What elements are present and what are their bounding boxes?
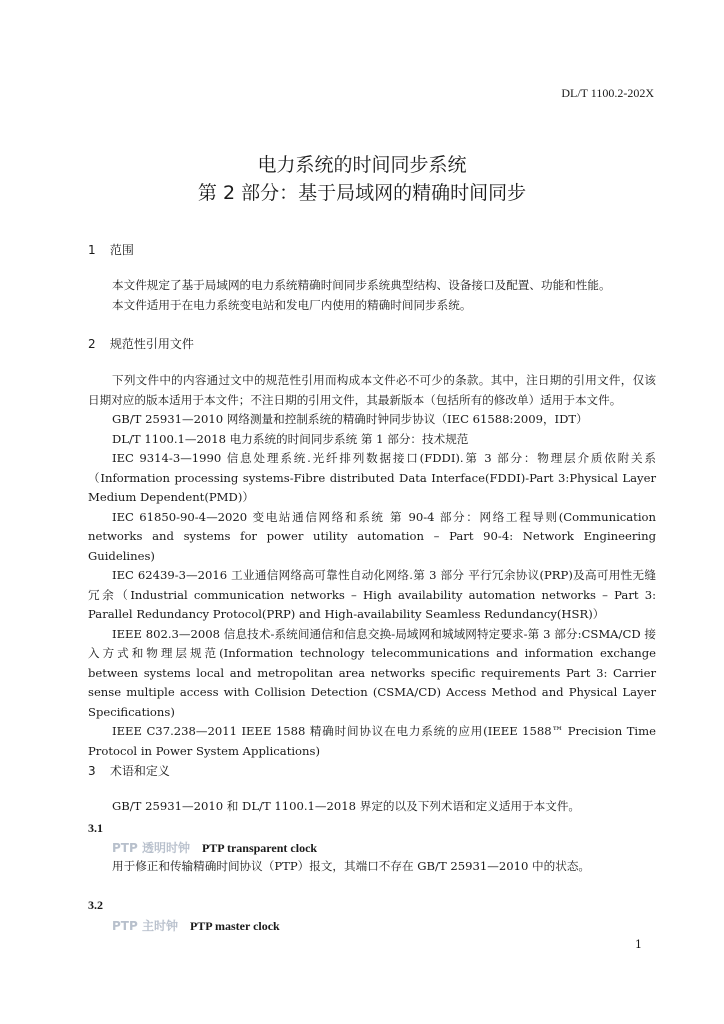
term-english: PTP master clock xyxy=(189,919,280,933)
document-title: 电力系统的时间同步系统 xyxy=(257,154,467,176)
section-number: 3 xyxy=(88,764,96,778)
reference-item: IEC 62439-3—2016 工业通信网络高可靠性自动化网络.第 3 部分 平行冗余协议(PRP)及高可用性无缝冗余（Industrial communication networks – High availability automation networks – Part 3: Parallel Redundancy Protocol(PRP) and High-availability Seamless Redundancy(HSR)） xyxy=(88,568,656,621)
section-number: 1 xyxy=(88,243,96,257)
section-number: 2 xyxy=(88,337,96,351)
paragraph: 下列文件中的内容通过文中的规范性引用而构成本文件必不可少的条款。其中，注日期的引用文件，仅该日期对应的版本适用于本文件；不注日期的引用文件，其最新版本（包括所有的修改单）适用于本文件。 xyxy=(88,373,656,407)
reference-item: IEC 61850-90-4—2020 变电站通信网络和系统 第 90-4 部分：网络工程导则(Communication networks and systems for power utility automation – Part 90-4: Network Engineering Guidelines) xyxy=(88,509,656,563)
reference-item: DL/T 1100.1—2018 电力系统的时间同步系统 第 1 部分：技术规范 xyxy=(112,431,469,446)
section-title: 术语和定义 xyxy=(109,764,170,778)
paragraph: 本文件规定了基于局域网的电力系统精确时间同步系统典型结构、设备接口及配置、功能和性能。 xyxy=(112,278,611,292)
reference-item: IEEE 802.3—2008 信息技术-系统间通信和信息交换-局域网和城域网特定要求-第 3 部分:CSMA/CD 接入方式和物理层规范(Information technology telecommunications and information exchange between systems local and metropolitan area networks specific requirements Part 3: Carrier sense multiple access with Collision Detection (CSMA/CD) Access Method and Physical Layer Specifications) xyxy=(88,626,656,719)
section-body-terms xyxy=(88,797,656,817)
term-chinese: PTP 透明时钟 xyxy=(112,841,190,855)
page-number: 1 xyxy=(635,938,642,951)
term-entry xyxy=(112,917,280,934)
reference-item: GB/T 25931—2010 网络测量和控制系统的精确时钟同步协议（IEC 61588:2009，IDT） xyxy=(112,412,588,426)
term-chinese: PTP 主时钟 xyxy=(112,919,178,933)
reference-item: IEEE C37.238—2011 IEEE 1588 精确时间协议在电力系统的应用(IEEE 1588™ Precision Time Protocol in Power System Applications) xyxy=(88,724,656,758)
term-number: 3.1 xyxy=(88,821,103,835)
term-definition: 用于修正和传输精确时间协议（PTP）报文，其端口不存在 GB/T 25931—2010 中的状态。 xyxy=(112,859,591,873)
section-heading-scope xyxy=(88,241,134,258)
section-body-references xyxy=(88,371,656,761)
section-heading-normative-references xyxy=(88,335,194,352)
paragraph: 本文件适用于在电力系统变电站和发电厂内使用的精确时间同步系统。 xyxy=(112,297,472,312)
paragraph: GB/T 25931—2010 和 DL/T 1100.1—2018 界定的以及下列术语和定义适用于本文件。 xyxy=(112,799,581,813)
section-body-scope xyxy=(88,276,656,315)
section-title: 规范性引用文件 xyxy=(109,337,194,351)
section-title: 范围 xyxy=(109,243,134,257)
term-number: 3.2 xyxy=(88,898,103,912)
document-id: DL/T 1100.2-202X xyxy=(561,86,654,100)
section-heading-terms xyxy=(88,762,170,779)
term-entry xyxy=(112,839,317,856)
document-subtitle: 第 2 部分：基于局域网的精确时间同步 xyxy=(197,182,527,204)
reference-item: IEC 9314-3—1990 信息处理系统.光纤排列数据接口(FDDI).第 3 部分：物理层介质依附关系（Information processing systems-Fibre distributed Data Interface(FDDI)-Part 3:Physical Layer Medium Dependent(PMD)） xyxy=(88,451,656,504)
term-english: PTP transparent clock xyxy=(201,841,318,855)
